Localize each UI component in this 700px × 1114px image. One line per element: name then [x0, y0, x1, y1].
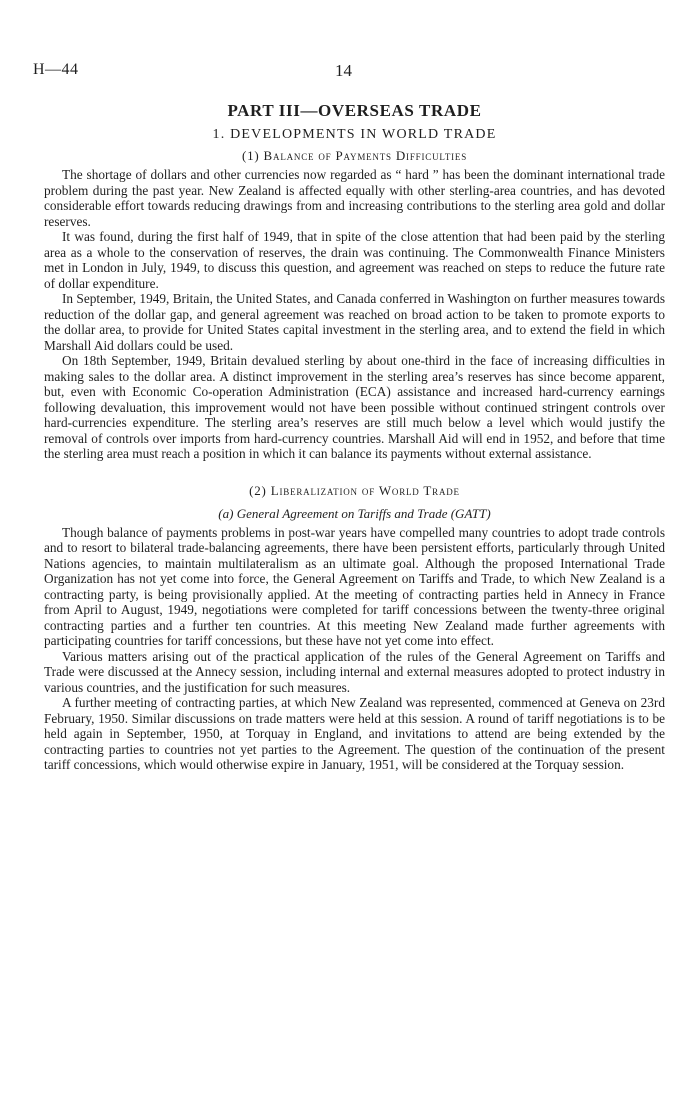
page-reference: H—44 [33, 61, 79, 78]
paragraph: Though balance of payments problems in post-war years have compelled many countries to adopt trade controls and to resort to bilateral trade-balancing agreements, there have been persistent efforts, particularly through United Nations agencies, to maintain multilateralism as an ultimate goal. Although the proposed International Trade Organization has not yet come into force, the General Agreement on Tariffs and Trade, to which New Zealand is a contracting party, is being provisionally applied. At the meeting of contracting parties held in Annecy in France from April to August, 1949, negotiations were completed for tariff concessions between the twenty-three original contracting parties and a further ten countries. At this meeting New Zealand made further agreements with participating countries for tariff concessions, but these have not yet come into effect. [44, 524, 665, 648]
subsection-subtitle: (a) General Agreement on Tariffs and Trade (GATT) [218, 505, 491, 521]
section-title: 1. DEVELOPMENTS IN WORLD TRADE [212, 127, 497, 142]
page-content [44, 100, 665, 773]
page-number: 14 [335, 61, 352, 80]
subsection-title: (2) Liberalization of World Trade [249, 482, 460, 498]
paragraph: It was found, during the first half of 1949, that in spite of the close attention that had been paid by the sterling area as a whole to the conservation of reserves, the drain was continuing. The Commonwealth Finance Ministers met in London in July, 1949, to discuss this question, and agreement was reached on steps to reduce the future rate of dollar expenditure. [44, 229, 665, 291]
subsection-balance-of-payments [44, 147, 665, 462]
part-title: PART III—OVERSEAS TRADE [227, 101, 482, 120]
subsection-liberalization [44, 482, 665, 773]
paragraph: Various matters arising out of the practical application of the rules of the General Agreement on Tariffs and Trade were discussed at the Annecy session, including internal and external measures adopted to protect industry in various countries, and the justification for such measures. [44, 648, 665, 695]
paragraph: The shortage of dollars and other currencies now regarded as “ hard ” has been the dominant international trade problem during the past year. New Zealand is affected equally with other sterling-area countries, and has devoted considerable effort towards reducing drawings from and increasing contributions to the sterling area gold and dollar reserves. [44, 167, 665, 229]
paragraph: In September, 1949, Britain, the United States, and Canada conferred in Washington on further measures towards reduction of the dollar gap, and general agreement was reached on broad action to be taken to promote exports to the dollar area, to provide for United States capital investment in the sterling area, and to extend the field in which Marshall Aid dollars could be used. [44, 291, 665, 353]
paragraph: On 18th September, 1949, Britain devalued sterling by about one-third in the face of increasing difficulties in making sales to the dollar area. A distinct improvement in the sterling area’s reserves has since become apparent, but, even with Economic Co-operation Administration (ECA) assistance and increased hard-currency earnings following devaluation, this improvement would not have been possible without continued stringent controls over hard-currencies expenditure. The sterling area’s reserves are still much below a level which would justify the removal of controls over imports from hard-currency countries. Marshall Aid will end in 1952, and before that time the sterling area must reach a position in which it can balance its payments without external assistance. [44, 353, 665, 461]
paragraph: A further meeting of contracting parties, at which New Zealand was represented, commenced at Geneva on 23rd February, 1950. Similar discussions on trade matters were held at this session. A round of tariff negotiations is to be held again in September, 1950, at Torquay in England, and invitations to attend are being extended by the contracting parties to countries not yet parties to the Agreement. The question of the continuation of the present tariff concessions, which would otherwise expire in January, 1951, will be considered at the Torquay session. [44, 695, 665, 772]
subsection-title: (1) Balance of Payments Difficulties [241, 148, 468, 163]
